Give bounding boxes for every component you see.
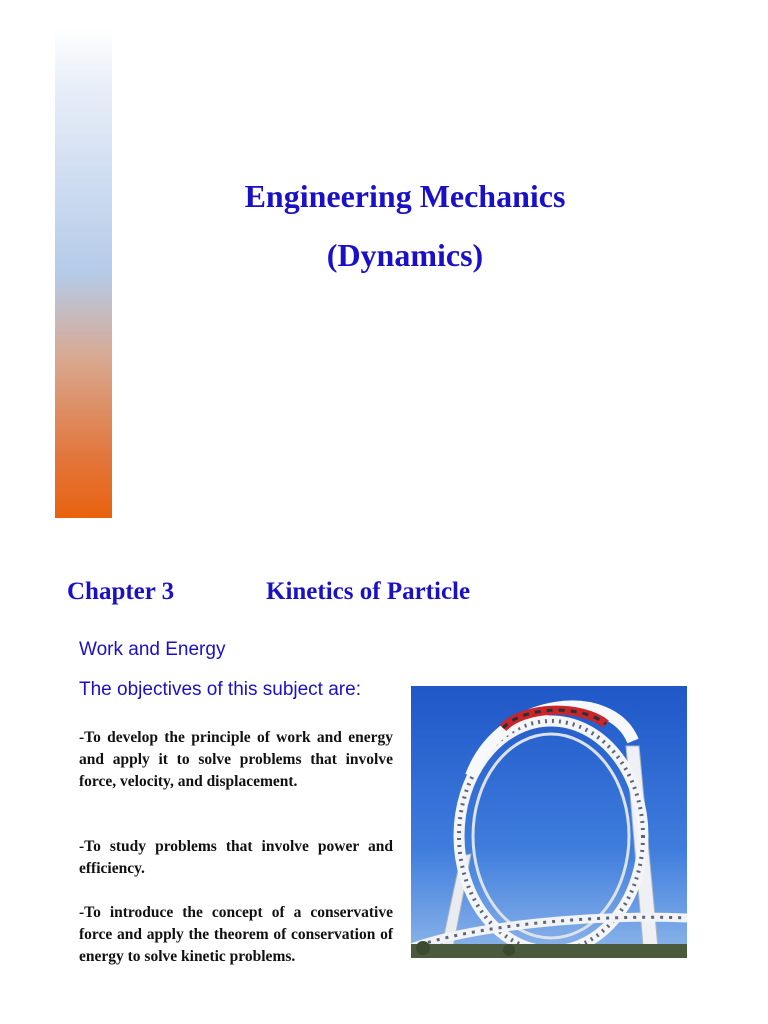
objective-item: -To develop the principle of work and energy and apply it to solve problems that involve force, velocity, and displacement. <box>79 729 393 790</box>
topic-heading: Work and Energy <box>79 639 226 660</box>
roller-coaster-loop-image <box>411 686 687 958</box>
page-title-line-2: (Dynamics) <box>326 237 484 273</box>
page-title-line-1: Engineering Mechanics <box>244 178 566 214</box>
objective-item: -To introduce the concept of a conservative force and apply the theorem of conservation of energy to solve kinetic problems. <box>79 904 393 965</box>
objectives-heading: The objectives of this subject are: <box>79 679 361 700</box>
chapter-name: Kinetics of Particle <box>266 578 471 605</box>
objective-item: -To study problems that involve power and efficiency. <box>79 838 393 877</box>
chapter-number: Chapter 3 <box>67 578 175 605</box>
